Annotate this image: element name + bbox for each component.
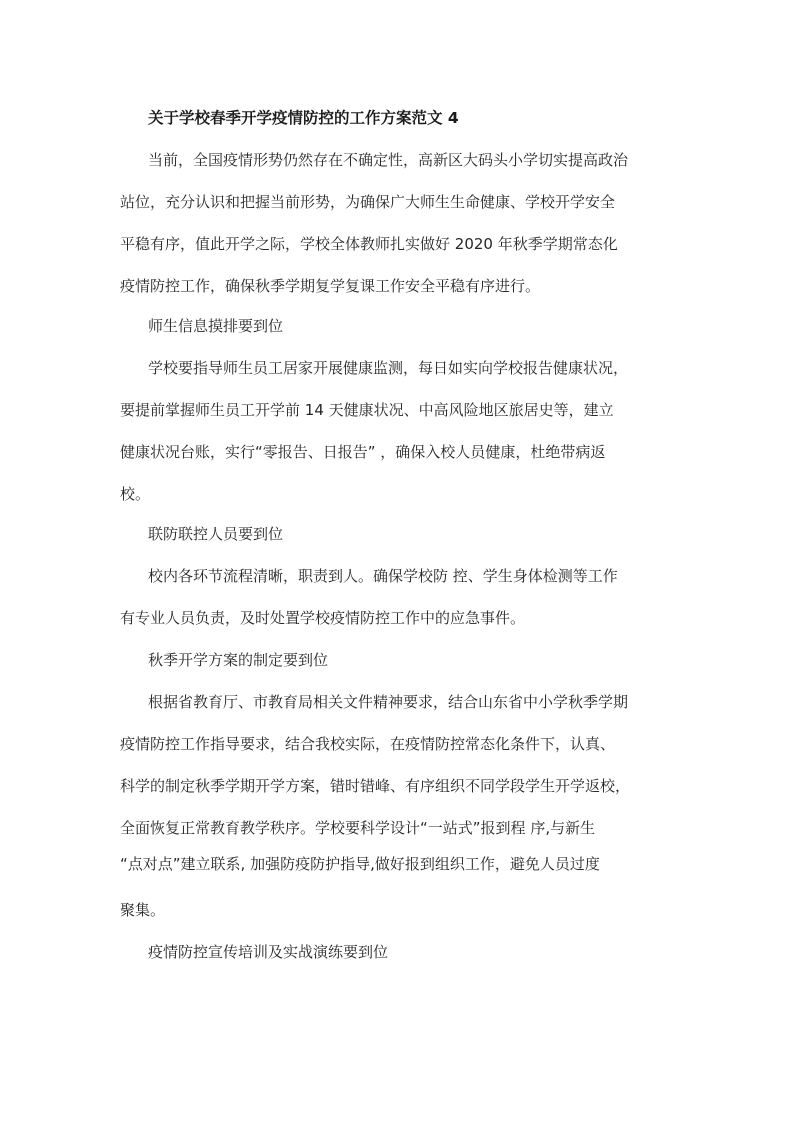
- section3-line-3: 科学的制定秋季学期开学方案，错时错峰、有序组织不同学段学生开学返校，: [120, 777, 631, 795]
- section1-line-2: 要提前掌握师生员工开学前 14 天健康状况、中高风险地区旅居史等，建立: [120, 401, 614, 419]
- section-heading-1: 师生信息摸排要到位: [148, 317, 284, 335]
- section3-line-5: “点对点”建立联系, 加强防疫防护指导,做好报到组织工作，避免人员过度: [120, 855, 600, 873]
- section1-line-3: 健康状况台账，实行“零报告、日报告” ，确保入校人员健康，杜绝带病返: [120, 443, 606, 461]
- section2-line-1: 校内各环节流程清晰，职责到人。确保学校防 控、学生身体检测等工作: [148, 567, 618, 585]
- intro-line-1: 当前，全国疫情形势仍然存在不确定性，高新区大码头小学切实提高政治: [148, 151, 629, 169]
- section3-line-1: 根据省教育厅、市教育局相关文件精神要求，结合山东省中小学秋季学期: [148, 693, 629, 711]
- section1-line-4: 校。: [120, 485, 151, 503]
- section2-line-2: 有专业人员负责，及时处置学校疫情防控工作中的应急事件。: [120, 609, 526, 627]
- section3-line-2: 疫情防控工作指导要求，结合我校实际，在疫情防控常态化条件下，认真、: [120, 735, 616, 753]
- section1-line-1: 学校要指导师生员工居家开展健康监测，每日如实向学校报告健康状况，: [148, 359, 629, 377]
- section-heading-3: 秋季开学方案的制定要到位: [148, 651, 329, 669]
- section3-line-6: 聚集。: [120, 901, 166, 919]
- section-heading-2: 联防联控人员要到位: [148, 525, 284, 543]
- intro-line-3: 平稳有序，值此开学之际，学校全体教师扎实做好 2020 年秋季学期常态化: [120, 235, 618, 253]
- document-title: 关于学校春季开学疫情防控的工作方案范文 4: [148, 109, 459, 127]
- section3-line-4: 全面恢复正常教育教学秩序。学校要科学设计“一站式”报到程 序,与新生: [120, 819, 596, 837]
- section-heading-4: 疫情防控宣传培训及实战演练要到位: [148, 943, 389, 961]
- intro-line-4: 疫情防控工作，确保秋季学期复学复课工作安全平稳有序进行。: [120, 277, 541, 295]
- intro-line-2: 站位，充分认识和把握当前形势，为确保广大师生生命健康、学校开学安全: [120, 193, 616, 211]
